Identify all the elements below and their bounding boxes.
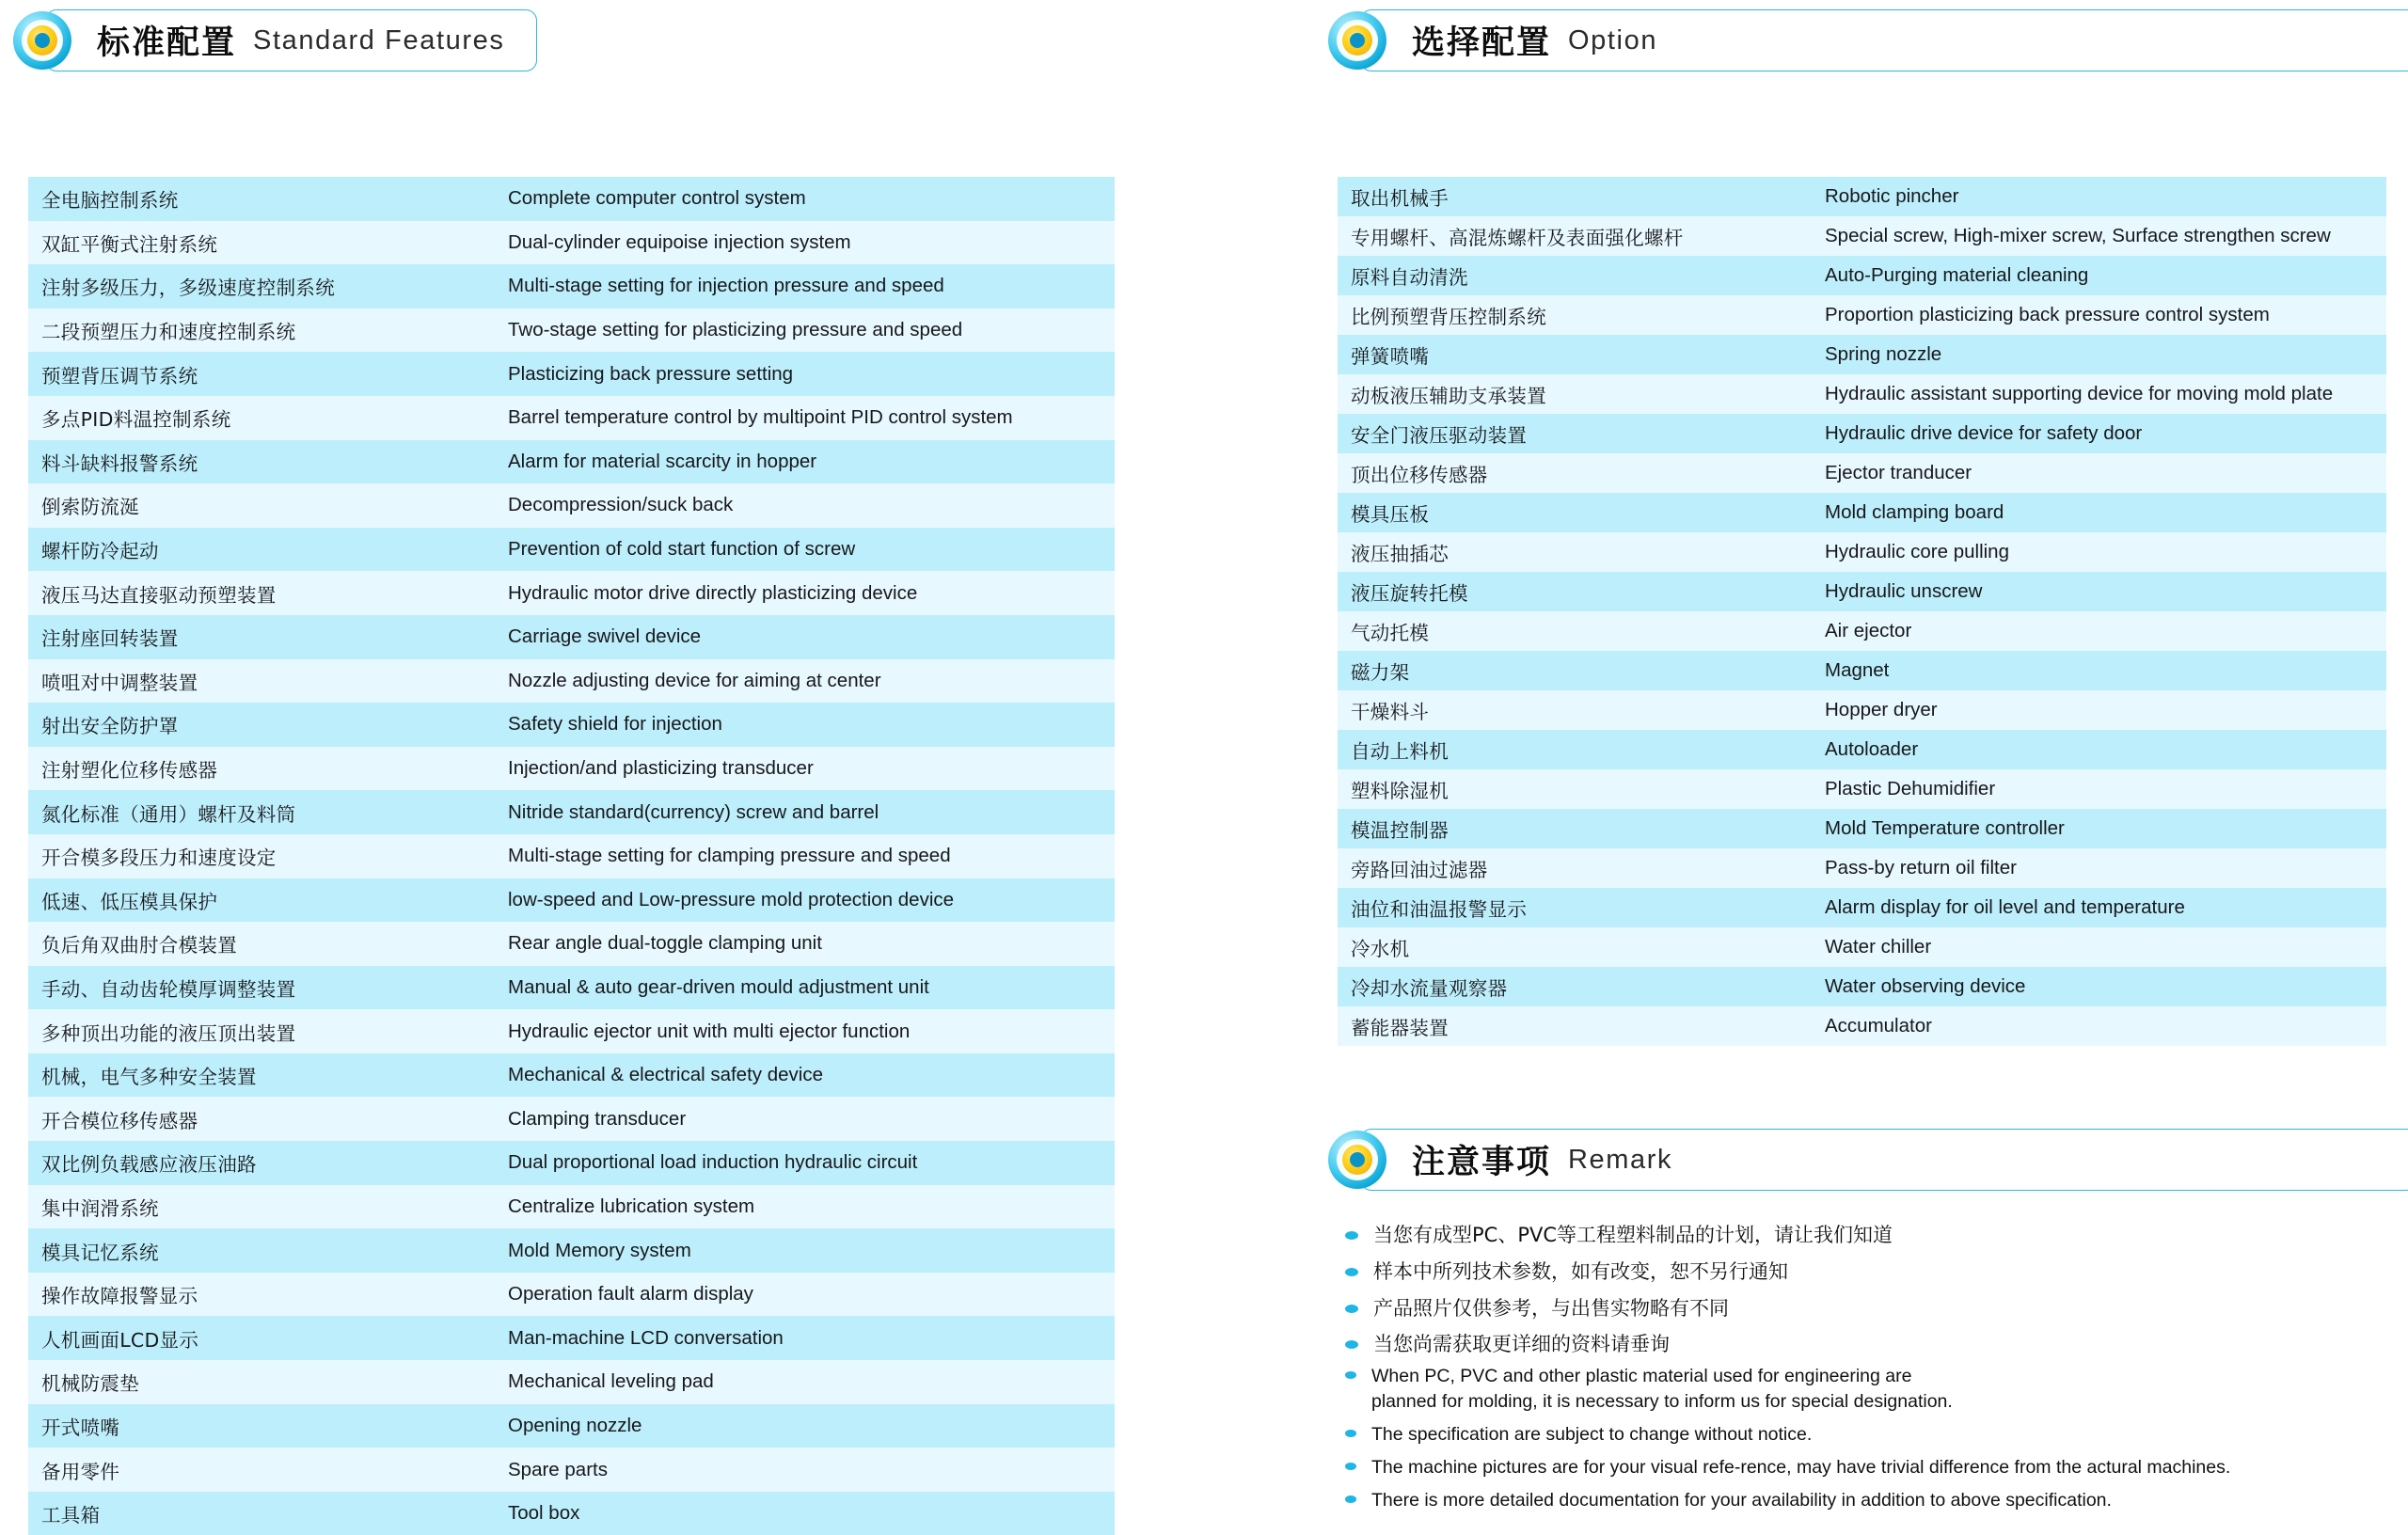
spec-label-cn: 自动上料机 — [1338, 730, 1804, 769]
spec-label-cn: 专用螺杆、高混炼螺杆及表面强化螺杆 — [1338, 216, 1804, 256]
spec-label-en: Spring nozzle — [1804, 335, 2386, 374]
spec-label-cn: 氮化标准（通用）螺杆及料筒 — [28, 790, 483, 834]
table-row — [28, 747, 1115, 791]
spec-label-cn: 液压马达直接驱动预塑装置 — [28, 571, 483, 615]
spec-label-en: Plastic Dehumidifier — [1804, 769, 2386, 809]
spec-label-en: Plasticizing back pressure setting — [483, 352, 1115, 396]
remark-list-cn — [1345, 1223, 2389, 1369]
spec-label-en: Air ejector — [1804, 611, 2386, 651]
remark-text-en: The machine pictures are for your visual refe-rence, may have trivial difference from the actural machines. — [1371, 1456, 2231, 1478]
spec-label-en: Two-stage setting for plasticizing pressure and speed — [483, 309, 1115, 353]
spec-label-cn: 比例预塑背压控制系统 — [1338, 295, 1804, 335]
spec-label-en: Manual & auto gear-driven mould adjustment unit — [483, 966, 1115, 1010]
spec-label-cn: 螺杆防冷起动 — [28, 528, 483, 572]
table-row — [28, 1228, 1115, 1273]
list-item — [1345, 1455, 2389, 1480]
spec-label-en: Safety shield for injection — [483, 703, 1115, 747]
spec-label-en: Multi-stage setting for injection pressure and speed — [483, 264, 1115, 309]
spec-label-en: Hydraulic motor drive directly plasticizing device — [483, 571, 1115, 615]
table-row — [28, 571, 1115, 615]
spec-label-en: Hydraulic assistant supporting device for moving mold plate — [1804, 374, 2386, 414]
table-row — [1338, 216, 2386, 256]
spec-label-en: Proportion plasticizing back pressure control system — [1804, 295, 2386, 335]
standard-features-title-en: Standard Features — [253, 24, 505, 55]
standard-features-table — [28, 177, 1115, 1535]
bullet-dot-icon — [1345, 1371, 1356, 1379]
option-title-box — [1360, 9, 2408, 71]
bullet-dot-icon — [1345, 1231, 1358, 1240]
table-row — [28, 309, 1115, 353]
spec-label-en: Clamping transducer — [483, 1097, 1115, 1141]
spec-label-en: Mold clamping board — [1804, 493, 2386, 532]
spec-label-en: Ejector tranducer — [1804, 453, 2386, 493]
table-row — [28, 1404, 1115, 1448]
remark-text-cn: 产品照片仅供参考，与出售实物略有不同 — [1373, 1296, 1729, 1320]
spec-label-cn: 集中润滑系统 — [28, 1185, 483, 1229]
table-row — [28, 352, 1115, 396]
bullet-dot-icon — [1345, 1340, 1358, 1349]
target-circle-icon — [13, 11, 71, 70]
option-header — [1328, 9, 2408, 71]
spec-label-cn: 全电脑控制系统 — [28, 177, 483, 221]
spec-label-en: Robotic pincher — [1804, 177, 2386, 216]
spec-label-en: Alarm for material scarcity in hopper — [483, 440, 1115, 484]
remark-text-en: There is more detailed documentation for your availability in addition to above specification. — [1371, 1489, 2112, 1511]
spec-label-cn: 备用零件 — [28, 1448, 483, 1492]
table-row — [28, 1492, 1115, 1535]
spec-label-cn: 注射座回转装置 — [28, 615, 483, 659]
spec-label-cn: 冷却水流量观察器 — [1338, 967, 1804, 1006]
spec-label-cn: 干燥料斗 — [1338, 690, 1804, 730]
spec-label-en: Mechanical & electrical safety device — [483, 1053, 1115, 1098]
table-row — [28, 1360, 1115, 1404]
table-row — [28, 440, 1115, 484]
table-row — [1338, 1006, 2386, 1046]
spec-label-en: Operation fault alarm display — [483, 1273, 1115, 1317]
table-row — [28, 615, 1115, 659]
spec-label-cn: 顶出位移传感器 — [1338, 453, 1804, 493]
table-row — [1338, 967, 2386, 1006]
spec-label-cn: 旁路回油过滤器 — [1338, 848, 1804, 888]
standard-features-title-box — [45, 9, 537, 71]
spec-label-cn: 安全门液压驱动装置 — [1338, 414, 1804, 453]
table-row — [28, 922, 1115, 966]
spec-label-cn: 塑料除湿机 — [1338, 769, 1804, 809]
table-row — [28, 1141, 1115, 1185]
table-row — [28, 221, 1115, 265]
table-row — [1338, 256, 2386, 295]
spec-label-cn: 二段预塑压力和速度控制系统 — [28, 309, 483, 353]
table-row — [1338, 374, 2386, 414]
spec-label-en: Barrel temperature control by multipoint PID control system — [483, 396, 1115, 440]
table-row — [28, 1448, 1115, 1492]
spec-label-cn: 低速、低压模具保护 — [28, 878, 483, 923]
table-row — [1338, 493, 2386, 532]
spec-label-cn: 工具箱 — [28, 1492, 483, 1535]
table-row — [28, 966, 1115, 1010]
table-row — [1338, 809, 2386, 848]
spec-label-cn: 人机画面LCD显示 — [28, 1316, 483, 1360]
list-item — [1345, 1364, 2389, 1415]
table-row — [1338, 295, 2386, 335]
spec-label-cn: 弹簧喷嘴 — [1338, 335, 1804, 374]
table-row — [28, 1316, 1115, 1360]
spec-label-en: Water observing device — [1804, 967, 2386, 1006]
list-item — [1345, 1488, 2389, 1513]
spec-label-en: Opening nozzle — [483, 1404, 1115, 1448]
spec-label-cn: 开合模多段压力和速度设定 — [28, 834, 483, 878]
spec-label-cn: 预塑背压调节系统 — [28, 352, 483, 396]
remark-header — [1328, 1129, 2408, 1191]
spec-label-cn: 液压抽插芯 — [1338, 532, 1804, 572]
remark-title-box — [1360, 1129, 2408, 1191]
table-row — [28, 1009, 1115, 1053]
spec-label-en: Dual-cylinder equipoise injection system — [483, 221, 1115, 265]
spec-label-cn: 动板液压辅助支承装置 — [1338, 374, 1804, 414]
table-row — [28, 878, 1115, 923]
spec-label-en: Nozzle adjusting device for aiming at center — [483, 659, 1115, 704]
spec-label-en: Magnet — [1804, 651, 2386, 690]
table-row — [1338, 611, 2386, 651]
spec-label-cn: 气动托模 — [1338, 611, 1804, 651]
spec-label-en: Mold Memory system — [483, 1228, 1115, 1273]
spec-label-cn: 蓄能器装置 — [1338, 1006, 1804, 1046]
remark-title-en: Remark — [1568, 1144, 1673, 1175]
option-title-en: Option — [1568, 24, 1658, 55]
spec-label-en: Accumulator — [1804, 1006, 2386, 1046]
table-row — [28, 1185, 1115, 1229]
spec-label-en: Hopper dryer — [1804, 690, 2386, 730]
table-row — [28, 264, 1115, 309]
table-row — [1338, 177, 2386, 216]
table-row — [28, 1053, 1115, 1098]
table-row — [1338, 690, 2386, 730]
spec-label-en: low-speed and Low-pressure mold protection device — [483, 878, 1115, 923]
spec-label-en: Hydraulic unscrew — [1804, 572, 2386, 611]
spec-label-en: Special screw, High-mixer screw, Surface strengthen screw — [1804, 216, 2386, 256]
spec-label-cn: 料斗缺料报警系统 — [28, 440, 483, 484]
table-row — [1338, 927, 2386, 967]
spec-label-cn: 射出安全防护罩 — [28, 703, 483, 747]
spec-label-cn: 注射塑化位移传感器 — [28, 747, 483, 791]
table-row — [28, 790, 1115, 834]
spec-label-cn: 冷水机 — [1338, 927, 1804, 967]
remark-text-cn: 当您尚需获取更详细的资料请垂询 — [1373, 1333, 1670, 1356]
table-row — [28, 396, 1115, 440]
spec-label-cn: 手动、自动齿轮模厚调整装置 — [28, 966, 483, 1010]
spec-label-cn: 油位和油温报警显示 — [1338, 888, 1804, 927]
bullet-dot-icon — [1345, 1305, 1358, 1313]
remark-text-en: The specification are subject to change without notice. — [1371, 1423, 1813, 1445]
bullet-dot-icon — [1345, 1463, 1356, 1470]
table-row — [1338, 572, 2386, 611]
spec-label-cn: 开式喷嘴 — [28, 1404, 483, 1448]
spec-label-en: Centralize lubrication system — [483, 1185, 1115, 1229]
target-circle-icon — [1328, 11, 1386, 70]
spec-label-cn: 双缸平衡式注射系统 — [28, 221, 483, 265]
spec-label-cn: 开合模位移传感器 — [28, 1097, 483, 1141]
spec-label-cn: 倒索防流涎 — [28, 483, 483, 528]
table-row — [28, 834, 1115, 878]
remark-list-en — [1345, 1364, 2389, 1521]
spec-label-en: Water chiller — [1804, 927, 2386, 967]
spec-label-en: Autoloader — [1804, 730, 2386, 769]
table-row — [28, 483, 1115, 528]
bullet-dot-icon — [1345, 1495, 1356, 1503]
spec-label-en: Mold Temperature controller — [1804, 809, 2386, 848]
spec-label-en: Rear angle dual-toggle clamping unit — [483, 922, 1115, 966]
target-circle-icon — [1328, 1131, 1386, 1189]
table-row — [1338, 414, 2386, 453]
table-row — [1338, 769, 2386, 809]
spec-label-en: Spare parts — [483, 1448, 1115, 1492]
spec-label-en: Prevention of cold start function of screw — [483, 528, 1115, 572]
spec-label-cn: 注射多级压力，多级速度控制系统 — [28, 264, 483, 309]
spec-label-en: Multi-stage setting for clamping pressure and speed — [483, 834, 1115, 878]
table-row — [28, 1273, 1115, 1317]
spec-label-cn: 模温控制器 — [1338, 809, 1804, 848]
bullet-dot-icon — [1345, 1268, 1358, 1276]
spec-label-en: Dual proportional load induction hydraulic circuit — [483, 1141, 1115, 1185]
option-title-cn: 选择配置 — [1412, 24, 1552, 62]
spec-label-cn: 多点PID料温控制系统 — [28, 396, 483, 440]
remark-text-cn: 样本中所列技术参数，如有改变，恕不另行通知 — [1373, 1259, 1788, 1283]
option-table — [1338, 177, 2386, 1046]
spec-label-cn: 机械，电气多种安全装置 — [28, 1053, 483, 1098]
spec-label-cn: 液压旋转托模 — [1338, 572, 1804, 611]
spec-label-en: Man-machine LCD conversation — [483, 1316, 1115, 1360]
table-row — [1338, 651, 2386, 690]
list-item — [1345, 1296, 2389, 1321]
standard-features-header — [13, 9, 537, 71]
list-item — [1345, 1332, 2389, 1357]
spec-label-cn: 模具记忆系统 — [28, 1228, 483, 1273]
remark-title-cn: 注意事项 — [1412, 1144, 1552, 1181]
spec-label-cn: 操作故障报警显示 — [28, 1273, 483, 1317]
table-row — [1338, 453, 2386, 493]
table-row — [28, 177, 1115, 221]
spec-label-en: Tool box — [483, 1492, 1115, 1535]
spec-label-cn: 多种顶出功能的液压顶出装置 — [28, 1009, 483, 1053]
list-item — [1345, 1223, 2389, 1248]
remark-text-cn: 当您有成型PC、PVC等工程塑料制品的计划，请让我们知道 — [1373, 1224, 1893, 1246]
spec-label-cn: 原料自动清洗 — [1338, 256, 1804, 295]
spec-label-en: Hydraulic drive device for safety door — [1804, 414, 2386, 453]
spec-label-en: Decompression/suck back — [483, 483, 1115, 528]
spec-label-cn: 模具压板 — [1338, 493, 1804, 532]
spec-label-en: Mechanical leveling pad — [483, 1360, 1115, 1404]
table-row — [28, 528, 1115, 572]
spec-label-en: Complete computer control system — [483, 177, 1115, 221]
spec-label-cn: 喷咀对中调整装置 — [28, 659, 483, 704]
list-item — [1345, 1259, 2389, 1285]
table-row — [28, 659, 1115, 704]
spec-label-en: Pass-by return oil filter — [1804, 848, 2386, 888]
spec-label-cn: 磁力架 — [1338, 651, 1804, 690]
list-item — [1345, 1422, 2389, 1448]
spec-label-en: Alarm display for oil level and temperature — [1804, 888, 2386, 927]
spec-label-cn: 双比例负载感应液压油路 — [28, 1141, 483, 1185]
table-row — [1338, 848, 2386, 888]
spec-label-en: Hydraulic core pulling — [1804, 532, 2386, 572]
spec-label-en: Nitride standard(currency) screw and barrel — [483, 790, 1115, 834]
spec-label-en: Auto-Purging material cleaning — [1804, 256, 2386, 295]
table-row — [1338, 730, 2386, 769]
spec-label-en: Carriage swivel device — [483, 615, 1115, 659]
spec-label-en: Injection/and plasticizing transducer — [483, 747, 1115, 791]
bullet-dot-icon — [1345, 1430, 1356, 1437]
spec-label-cn: 负后角双曲肘合模装置 — [28, 922, 483, 966]
table-row — [1338, 335, 2386, 374]
standard-features-title-cn: 标准配置 — [97, 24, 237, 62]
table-row — [1338, 888, 2386, 927]
spec-label-cn: 取出机械手 — [1338, 177, 1804, 216]
table-row — [28, 703, 1115, 747]
table-row — [28, 1097, 1115, 1141]
table-row — [1338, 532, 2386, 572]
spec-label-cn: 机械防震垫 — [28, 1360, 483, 1404]
remark-text-en: When PC, PVC and other plastic material used for engineering are planned for molding, it is necessary to inform us for special designation. — [1371, 1366, 1953, 1412]
spec-label-en: Hydraulic ejector unit with multi ejector function — [483, 1009, 1115, 1053]
